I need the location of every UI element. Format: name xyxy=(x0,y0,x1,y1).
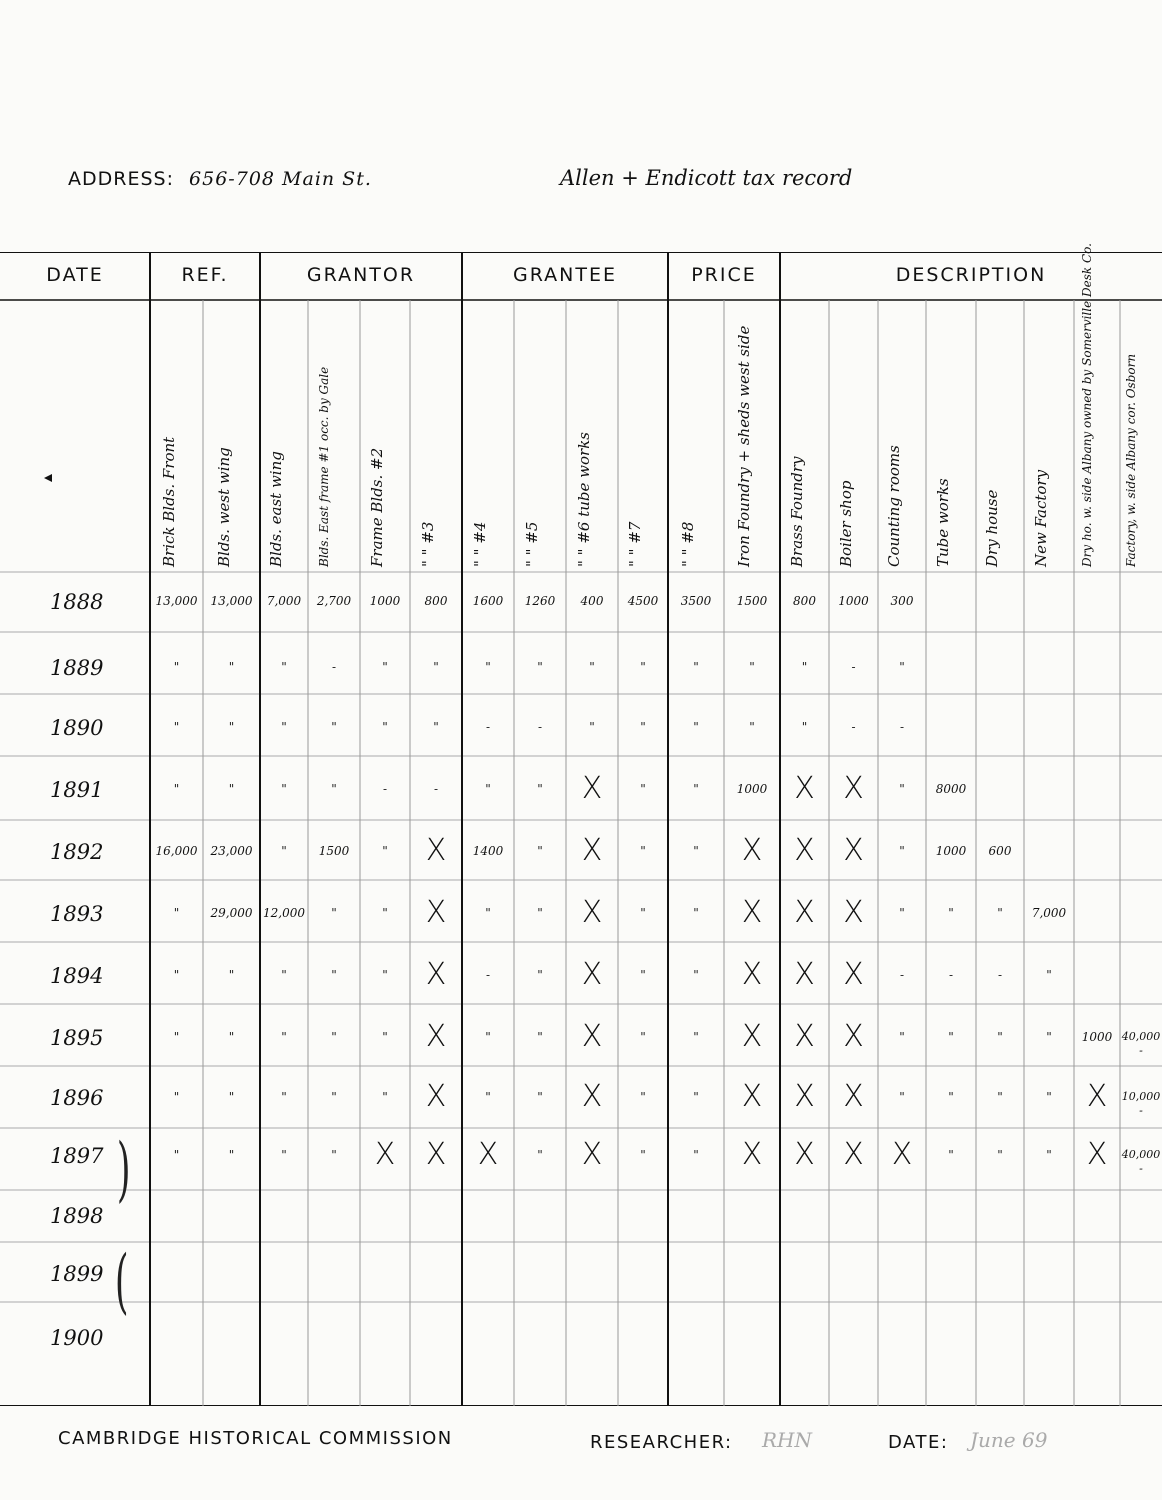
table-cell: X xyxy=(843,957,864,992)
table-cell: " xyxy=(693,968,699,982)
table-cell: 1000 xyxy=(838,594,869,608)
table-cell: X xyxy=(794,895,815,930)
table-cell: X xyxy=(741,833,763,868)
group-header-description: DESCRIPTION xyxy=(895,264,1047,286)
bracket-1897-1898: ) xyxy=(116,1128,131,1210)
table-cell: X xyxy=(741,895,763,930)
table-cell: X xyxy=(794,771,815,806)
table-cell: " xyxy=(948,906,954,920)
group-header-grantee: GRANTEE xyxy=(513,264,617,286)
table-cell: 8000 xyxy=(935,782,967,796)
row-year: 1896 xyxy=(50,1086,104,1110)
table-cell: " xyxy=(899,906,905,920)
table-cell: 40,000- xyxy=(1121,1148,1161,1175)
table-cell: X xyxy=(581,1019,603,1054)
table-cell: " xyxy=(382,906,388,920)
table-cell: " xyxy=(948,1148,954,1162)
table-cell: " xyxy=(433,720,439,734)
column-header: New Factory xyxy=(1032,469,1050,567)
table-cell: 1000 xyxy=(1081,1030,1113,1044)
table-cell: " xyxy=(801,720,808,734)
table-cell: X xyxy=(477,1137,499,1172)
table-cell: 1400 xyxy=(472,844,504,858)
table-cell: X xyxy=(794,833,815,868)
address-value: 656-708 Main St. xyxy=(189,168,372,190)
group-header-grantor: GRANTOR xyxy=(306,264,416,286)
table-cell: " xyxy=(485,1030,491,1044)
table-cell: " xyxy=(281,844,287,858)
row-year: 1892 xyxy=(50,840,104,864)
row-year: 1894 xyxy=(50,964,104,988)
table-cell: X xyxy=(843,771,864,806)
table-cell: " xyxy=(228,720,235,734)
table-cell: " xyxy=(382,660,388,674)
table-cell: X xyxy=(581,1079,603,1114)
record-note: Allen + Endicott tax record xyxy=(560,166,853,190)
table-cell: - xyxy=(997,968,1003,982)
table-cell: " xyxy=(331,968,337,982)
table-cell: - xyxy=(899,720,905,734)
table-cell: " xyxy=(173,1090,180,1104)
table-cell: " xyxy=(1046,1030,1052,1044)
table-cell: " xyxy=(485,660,491,674)
table-cell: " xyxy=(173,906,180,920)
column-header: " " #8 xyxy=(679,521,697,567)
table-cell: 12,000 xyxy=(263,906,305,920)
row-year: 1888 xyxy=(50,590,104,614)
footer-researcher-label: RESEARCHER: xyxy=(590,1432,733,1453)
row-year: 1899 xyxy=(50,1262,104,1286)
table-cell: " xyxy=(173,1030,180,1044)
table-cell: " xyxy=(640,906,646,920)
table-cell: " xyxy=(281,660,287,674)
table-cell: " xyxy=(228,968,235,982)
table-cell: 3500 xyxy=(680,594,712,608)
table-cell: " xyxy=(693,782,699,796)
table-cell: " xyxy=(173,720,180,734)
table-cell: 7,000 xyxy=(266,594,302,608)
table-cell: " xyxy=(589,660,595,674)
column-header: Blds. east wing xyxy=(267,451,285,567)
table-cell: 23,000 xyxy=(210,844,253,858)
table-cell: X xyxy=(843,833,864,868)
table-cell: 40,000- xyxy=(1121,1030,1161,1057)
table-cell: 16,000 xyxy=(155,844,198,858)
table-cell: - xyxy=(851,660,856,674)
footer-researcher-value: RHN xyxy=(762,1428,812,1452)
table-cell: 800 xyxy=(793,594,816,608)
group-header-ref: REF. xyxy=(181,264,229,286)
column-header: Iron Foundry + sheds west side xyxy=(735,325,753,567)
table-cell: X xyxy=(741,1137,763,1172)
table-cell: " xyxy=(640,844,646,858)
table-cell: " xyxy=(485,1090,491,1104)
table-cell: 1500 xyxy=(318,844,350,858)
row-year: 1890 xyxy=(50,716,104,740)
table-cell: " xyxy=(899,782,905,796)
table-cell: 1260 xyxy=(524,594,556,608)
table-cell: " xyxy=(382,1030,388,1044)
column-header: Tube works xyxy=(934,478,952,567)
table-cell: " xyxy=(693,1090,699,1104)
column-header: Dry house xyxy=(983,489,1001,567)
table-cell: " xyxy=(281,1030,287,1044)
table-cell: X xyxy=(1086,1079,1108,1114)
table-cell: 13,000 xyxy=(155,594,198,608)
table-cell: " xyxy=(173,968,180,982)
table-cell: 1000 xyxy=(935,844,967,858)
table-cell: " xyxy=(228,782,235,796)
table-cell: " xyxy=(801,660,808,674)
table-cell: " xyxy=(173,782,180,796)
table-cell: X xyxy=(581,957,603,992)
table-cell: - xyxy=(899,968,905,982)
table-cell: 1500 xyxy=(736,594,768,608)
table-cell: 600 xyxy=(988,844,1012,858)
table-cell: - xyxy=(851,720,856,734)
table-cell: X xyxy=(581,895,603,930)
column-header: " " #4 xyxy=(471,521,489,567)
table-cell: X xyxy=(843,1019,864,1054)
table-cell: X xyxy=(425,1079,447,1114)
table-cell: " xyxy=(749,720,755,734)
table-cell: 7,000 xyxy=(1031,906,1067,920)
table-cell: " xyxy=(899,660,905,674)
column-header: " " #5 xyxy=(523,521,541,567)
table-cell: " xyxy=(173,660,180,674)
table-cell: X xyxy=(891,1137,913,1172)
table-cell: X xyxy=(794,1079,815,1114)
table-cell: " xyxy=(228,1090,235,1104)
footer-commission: CAMBRIDGE HISTORICAL COMMISSION xyxy=(58,1428,453,1449)
table-cell: X xyxy=(741,957,763,992)
table-cell: " xyxy=(281,1148,287,1162)
table-cell: " xyxy=(948,1090,954,1104)
column-header: Boiler shop xyxy=(836,480,855,567)
table-cell: " xyxy=(997,1148,1003,1162)
table-cell: 1600 xyxy=(472,594,504,608)
table-cell: X xyxy=(741,1019,763,1054)
bracket-1899-1900: ( xyxy=(114,1240,129,1322)
table-cell: X xyxy=(425,1137,447,1172)
table-cell: " xyxy=(693,906,699,920)
table-cell: " xyxy=(693,1030,699,1044)
table-cell: " xyxy=(331,1090,337,1104)
table-cell: " xyxy=(749,660,755,674)
table-cell: " xyxy=(485,906,491,920)
column-header: " " #6 tube works xyxy=(575,432,593,567)
table-cell: X xyxy=(425,895,447,930)
table-cell: " xyxy=(997,906,1003,920)
table-cell: " xyxy=(640,660,646,674)
table-cell: X xyxy=(794,957,815,992)
table-cell: " xyxy=(640,1148,646,1162)
table-cell: " xyxy=(228,1030,235,1044)
table-cell: 800 xyxy=(424,594,448,608)
table-cell: 1000 xyxy=(369,594,401,608)
table-cell: " xyxy=(1046,1090,1052,1104)
table-cell: " xyxy=(382,720,388,734)
table-cell: X xyxy=(581,833,603,868)
table-cell: " xyxy=(948,1030,954,1044)
table-cell: - xyxy=(331,660,337,674)
table-cell: " xyxy=(382,968,388,982)
row-year: 1893 xyxy=(50,902,104,926)
footer-date-value: June 69 xyxy=(970,1428,1048,1452)
table-cell: " xyxy=(537,1090,543,1104)
column-header: Frame Blds. #2 xyxy=(368,447,386,567)
table-cell: " xyxy=(281,720,287,734)
table-cell: " xyxy=(537,968,543,982)
table-cell: " xyxy=(640,1090,646,1104)
table-cell: " xyxy=(382,1090,388,1104)
table-cell: " xyxy=(537,906,543,920)
address-label: ADDRESS: xyxy=(68,168,174,190)
column-header: Blds. East frame #1 occ. by Gale xyxy=(317,366,331,567)
table-cell: 13,000 xyxy=(210,594,253,608)
address-line xyxy=(68,168,372,190)
table-cell: " xyxy=(382,844,388,858)
table-cell: X xyxy=(581,771,603,806)
table-cell: - xyxy=(382,782,388,796)
table-cell: " xyxy=(693,660,699,674)
table-cell: X xyxy=(843,1137,864,1172)
table-cell: 29,000 xyxy=(210,906,253,920)
column-header: Counting rooms xyxy=(885,445,903,567)
table-cell: " xyxy=(331,1030,337,1044)
table-cell: 10,000- xyxy=(1121,1090,1161,1117)
table-cell: " xyxy=(331,1148,337,1162)
table-cell: " xyxy=(537,782,543,796)
table-cell: " xyxy=(997,1090,1003,1104)
table-cell: " xyxy=(640,782,646,796)
column-header: " " #7 xyxy=(626,521,644,567)
column-header: Dry ho. w. side Albany owned by Somerville Desk Co. xyxy=(1080,243,1094,567)
table-cell: 1000 xyxy=(736,782,768,796)
table-cell: - xyxy=(433,782,439,796)
table-cell: " xyxy=(589,720,595,734)
table-cell: X xyxy=(794,1019,815,1054)
table-cell: X xyxy=(794,1137,815,1172)
table-cell: - xyxy=(948,968,954,982)
table-cell: " xyxy=(228,1148,235,1162)
table-cell: X xyxy=(581,1137,603,1172)
table-cell: " xyxy=(537,1148,543,1162)
table-cell: " xyxy=(281,968,287,982)
column-header: Factory, w. side Albany cor. Osborn xyxy=(1124,353,1138,567)
column-header: Brick Blds. Front xyxy=(159,436,178,567)
table-cell: " xyxy=(537,660,543,674)
table-cell: " xyxy=(997,1030,1003,1044)
table-cell: " xyxy=(899,844,905,858)
table-cell: " xyxy=(899,1090,905,1104)
table-cell: " xyxy=(640,1030,646,1044)
table-cell: " xyxy=(693,720,699,734)
row-year: 1897 xyxy=(50,1144,104,1168)
table-cell: " xyxy=(485,782,491,796)
table-cell: - xyxy=(485,968,491,982)
table-cell: X xyxy=(425,957,447,992)
footer-date-label: DATE: xyxy=(888,1432,949,1453)
table-cell: " xyxy=(1046,1148,1052,1162)
table-cell: " xyxy=(228,660,235,674)
table-cell: " xyxy=(331,906,337,920)
table-cell: X xyxy=(843,895,864,930)
table-cell: X xyxy=(1086,1137,1108,1172)
table-cell: 2,700 xyxy=(316,594,352,608)
table-cell: " xyxy=(899,1030,905,1044)
table-cell: X xyxy=(741,1079,763,1114)
table-cell: 400 xyxy=(580,594,604,608)
table-cell: " xyxy=(281,1090,287,1104)
table-cell: 4500 xyxy=(627,594,659,608)
table-cell: " xyxy=(537,1030,543,1044)
table-cell: " xyxy=(331,720,337,734)
group-header-date: DATE xyxy=(46,264,104,286)
table-cell: " xyxy=(537,844,543,858)
table-cell: " xyxy=(173,1148,180,1162)
group-header-price: PRICE xyxy=(691,264,757,286)
table-cell: 300 xyxy=(890,594,914,608)
table-cell: X xyxy=(425,833,447,868)
row-year: 1898 xyxy=(50,1204,104,1228)
row-year: 1900 xyxy=(50,1326,104,1350)
table-cell: " xyxy=(693,844,699,858)
table-cell: X xyxy=(425,1019,447,1054)
table-cell: " xyxy=(693,1148,699,1162)
table-cell: - xyxy=(537,720,543,734)
table-cell: " xyxy=(640,968,646,982)
table-cell: " xyxy=(331,782,337,796)
table-cell: " xyxy=(640,720,646,734)
row-year: 1889 xyxy=(50,656,104,680)
table-cell: X xyxy=(374,1137,396,1172)
table-cell: X xyxy=(843,1079,864,1114)
column-header: Brass Foundry xyxy=(787,456,806,567)
row-year: 1891 xyxy=(50,778,104,802)
table-cell: - xyxy=(485,720,491,734)
table-cell: " xyxy=(281,782,287,796)
row-year: 1895 xyxy=(50,1026,104,1050)
column-header: " " #3 xyxy=(419,521,437,567)
table-cell: " xyxy=(433,660,439,674)
table-cell: " xyxy=(1046,968,1052,982)
column-header: Blds. west wing xyxy=(214,447,233,567)
